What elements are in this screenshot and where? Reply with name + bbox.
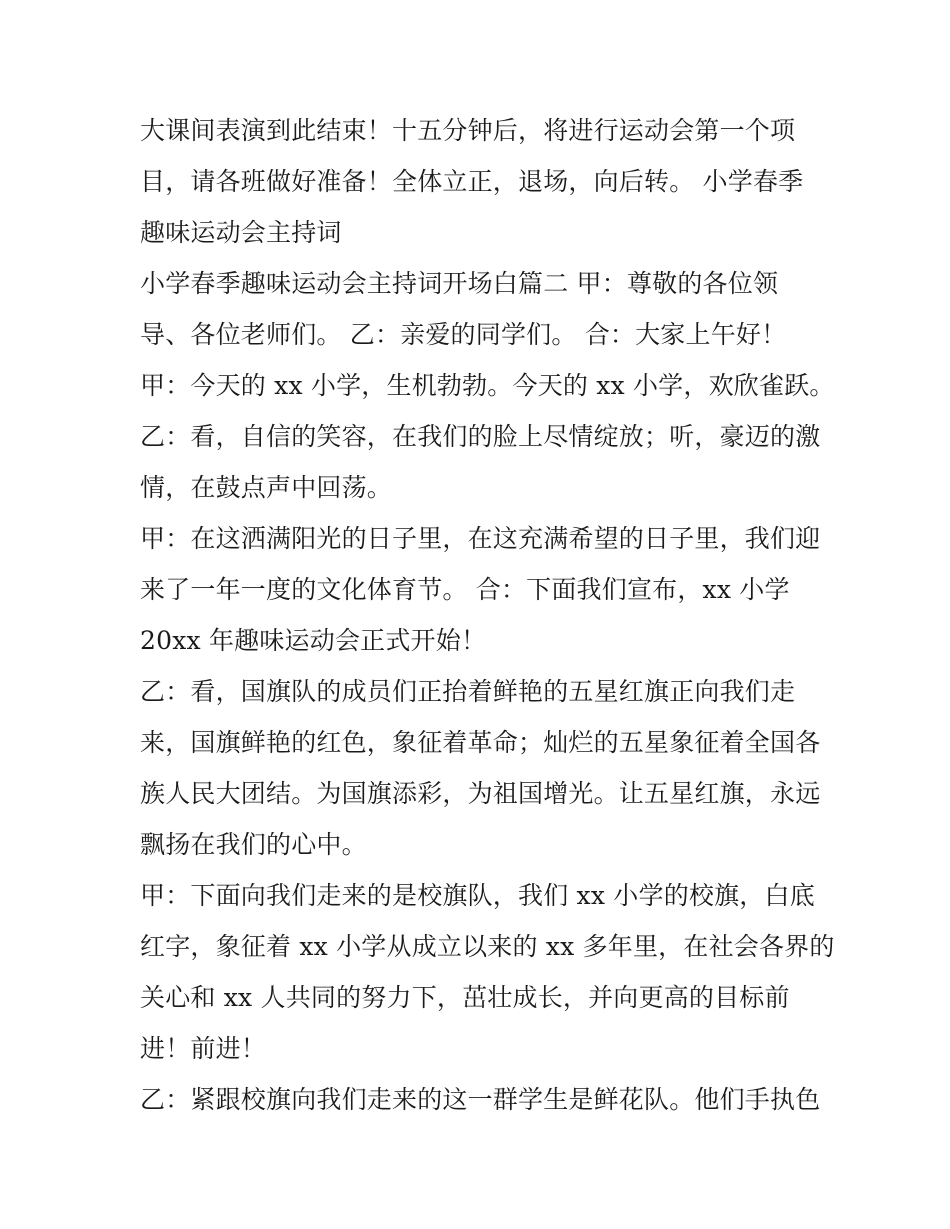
text-line: 甲：下面向我们走来的是校旗队，我们 xx 小学的校旗，白底 [140, 881, 815, 910]
text-line: 目，请各班做好准备！全体立正，退场，向后转。 小学春季 [140, 167, 804, 196]
text-line: 甲：今天的 xx 小学，生机勃勃。今天的 xx 小学，欢欣雀跃。 [140, 371, 835, 400]
text-line: 甲：在这洒满阳光的日子里，在这充满希望的日子里，我们迎 [140, 524, 821, 553]
text-line: 小学春季趣味运动会主持词开场白篇二 甲：尊敬的各位领 [140, 269, 779, 298]
text-line: 情，在鼓点声中回荡。 [140, 473, 393, 502]
text-line: 乙：看，国旗队的成员们正抬着鲜艳的五星红旗正向我们走 [140, 677, 796, 706]
text-line: 来了一年一度的文化体育节。 合：下面我们宣布，xx 小学 [140, 575, 790, 604]
text-line: 乙：看，自信的笑容，在我们的脸上尽情绽放；听，豪迈的激 [140, 422, 821, 451]
text-line: 导、各位老师们。 乙：亲爱的同学们。 合：大家上午好！ [140, 320, 787, 349]
text-line: 乙：紧跟校旗向我们走来的这一群学生是鲜花队。他们手执色 [140, 1085, 821, 1114]
text-line: 关心和 xx 人共同的努力下，茁壮成长，并向更高的目标前 [140, 983, 790, 1012]
text-line: 20xx 年趣味运动会正式开始！ [140, 626, 487, 655]
text-line: 族人民大团结。为国旗添彩，为祖国增光。让五星红旗，永远 [140, 779, 821, 808]
text-line: 红字，象征着 xx 小学从成立以来的 xx 多年里，在社会各界的 [140, 932, 835, 961]
text-line: 进！前进！ [140, 1034, 267, 1063]
text-line: 飘扬在我们的心中。 [140, 830, 367, 859]
text-line: 趣味运动会主持词 [140, 218, 342, 247]
text-line: 大课间表演到此结束！十五分钟后，将进行运动会第一个项 [140, 116, 796, 145]
document-body [140, 105, 835, 1125]
text-line: 来，国旗鲜艳的红色，象征着革命；灿烂的五星象征着全国各 [140, 728, 821, 757]
